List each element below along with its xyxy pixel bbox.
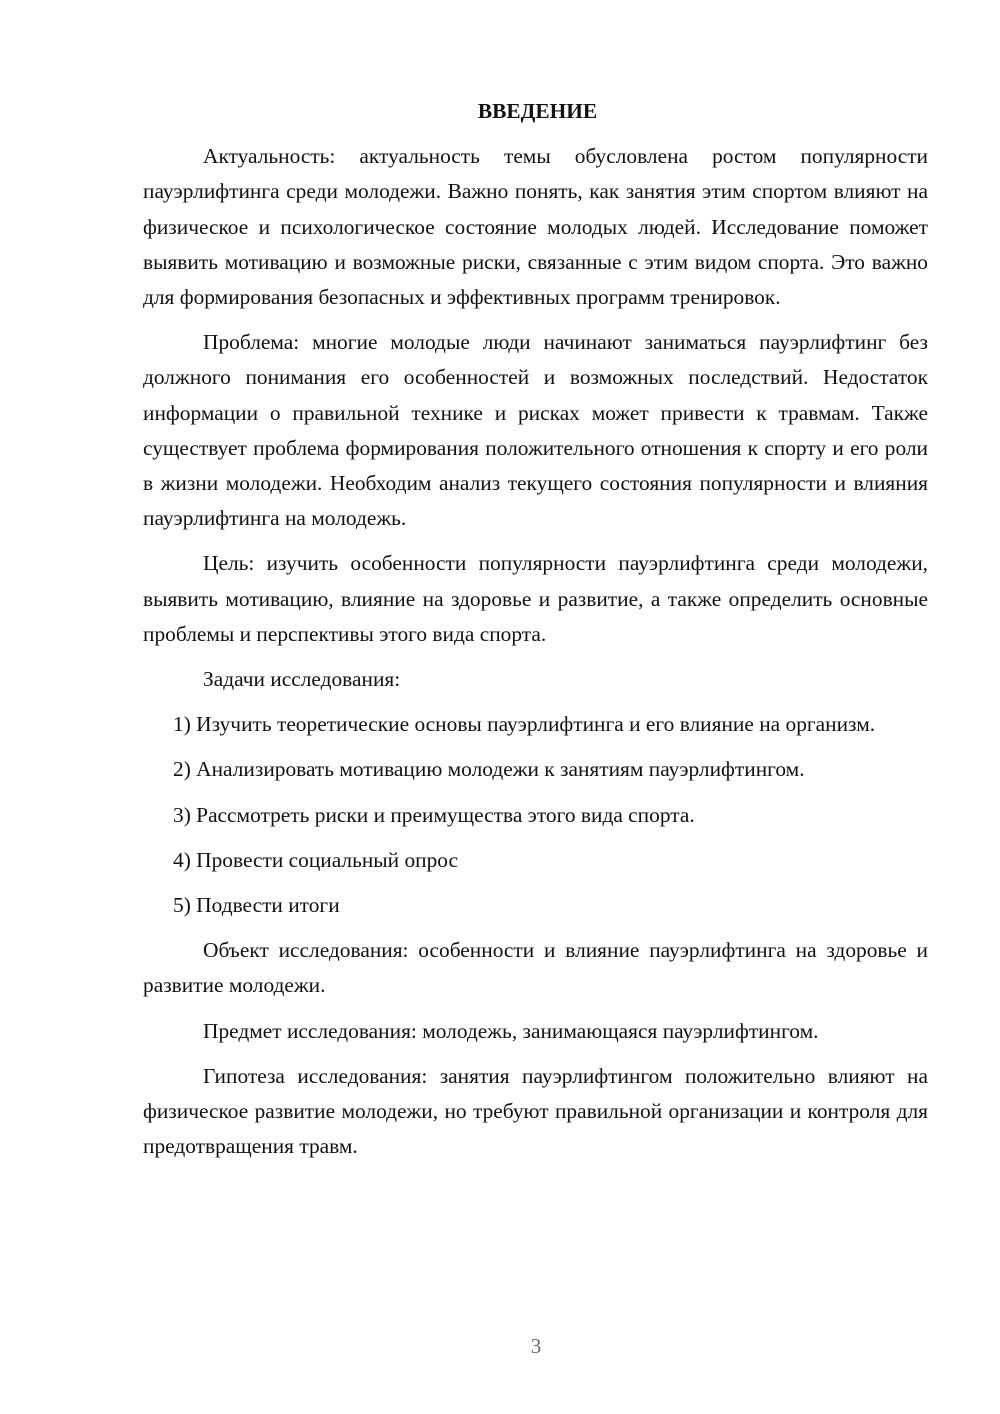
paragraph-subject: Предмет исследования: молодежь, занимающаяся пауэрлифтингом. (203, 1018, 819, 1043)
page-title: ВВЕДЕНИЕ (477, 99, 598, 123)
paragraph-goal: Цель: изучить особенности популярности пауэрлифтинга среди молодежи, выявить мотивацию, влияние на здоровье и развитие, а также определить основные проблемы и перспективы этого вида спорта. (143, 551, 928, 646)
page-content (143, 94, 928, 1174)
task-item-4: 4) Провести социальный опрос (173, 847, 459, 872)
paragraph-hypothesis: Гипотеза исследования: занятия пауэрлифтингом положительно влияют на физическое развитие молодежи, но требуют правильной организации и контроля для предотвращения травм. (143, 1063, 928, 1159)
paragraph-object: Объект исследования: особенности и влияние пауэрлифтинга на здоровье и развитие молодежи. (143, 938, 928, 998)
paragraph-relevance: Актуальность: актуальность темы обусловлена ростом популярности пауэрлифтинга среди молодежи. Важно понять, как занятия этим спортом влияют на физическое и психологическое состояние молодых людей. Исследование поможет выявить мотивацию и возможные риски, связанные с этим видом спорта. Это важно для формирования безопасных и эффективных программ тренировок. (143, 144, 928, 310)
task-item-1: 1) Изучить теоретические основы пауэрлифтинга и его влияние на организм. (173, 712, 876, 737)
paragraph-problem: Проблема: многие молодые люди начинают заниматься пауэрлифтинг без должного понимания его особенностей и возможных последствий. Недостаток информации о правильной технике и рисках может привести к травмам. Также существует проблема формирования положительного отношения к спорту и его роли в жизни молодежи. Необходим анализ текущего состояния популярности и влияния пауэрлифтинга на молодежь. (143, 330, 928, 531)
page-number: 3 (530, 1334, 542, 1358)
tasks-heading: Задачи исследования: (203, 667, 401, 692)
task-item-3: 3) Рассмотреть риски и преимущества этого вида спорта. (173, 802, 695, 827)
task-item-2: 2) Анализировать мотивацию молодежи к занятиям пауэрлифтингом. (173, 757, 805, 782)
task-item-5: 5) Подвести итоги (173, 893, 340, 918)
